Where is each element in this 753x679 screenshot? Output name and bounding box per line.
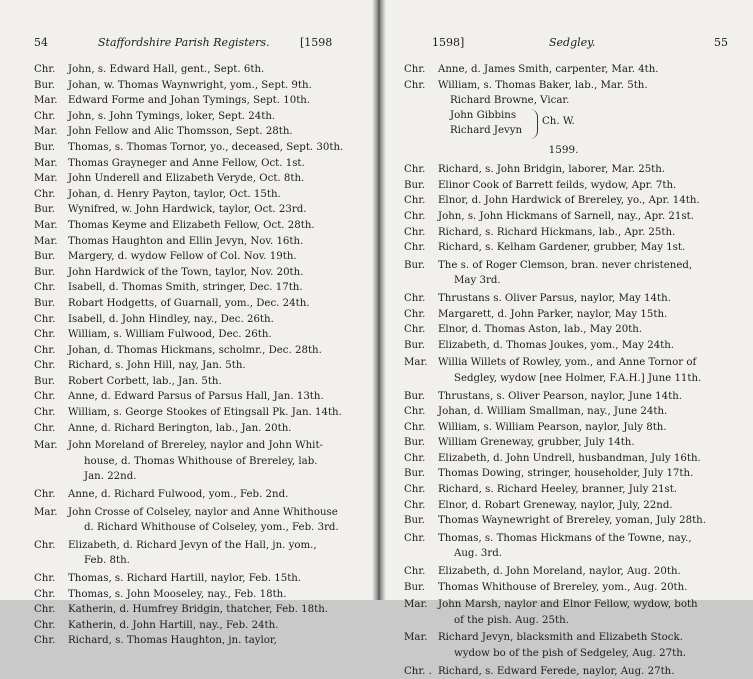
entry-line: John Moreland of Brereley, naylor and John Whit- (68, 440, 323, 452)
entry-text (438, 498, 734, 514)
register-entry (404, 240, 753, 256)
entry-line: May 3rd. (454, 275, 501, 287)
register-entry (34, 389, 378, 405)
register-entry (34, 124, 378, 140)
entry-text (438, 355, 734, 386)
entry-type: Chr. (404, 79, 426, 91)
entry-line: Willia Willets of Rowley, yom., and Anne Tornor of (438, 357, 697, 369)
left-page (0, 0, 378, 647)
entry-type: Chr. (34, 391, 56, 403)
year-heading: 1599. (548, 144, 579, 157)
register-entry (404, 482, 753, 498)
entry-text (68, 265, 364, 281)
entry-type: Chr. (404, 566, 426, 578)
entry-line: Johan, d. William Smallman, nay., June 24th. (438, 406, 668, 418)
register-entry (404, 404, 753, 420)
register-entry (404, 178, 753, 194)
entry-text (68, 602, 364, 618)
entry-text (68, 78, 364, 94)
entry-type: Chr. (34, 64, 56, 75)
register-entry (34, 538, 378, 569)
entry-line: William, s. George Stookes of Etingsall Pk. Jan. 14th. (68, 407, 342, 419)
entry-type: Chr. (34, 282, 56, 294)
entry-line: Johan, d. Thomas Hickmans, scholmr., Dec. 28th. (68, 344, 322, 356)
entry-line: Richard, s. Kelham Gardener, grubber, May 1st. (438, 242, 686, 254)
entry-text (68, 343, 364, 359)
entry-line: Thomas, s. Thomas Tornor, yo., deceased, Sept. 30th. (68, 141, 344, 153)
register-entry (34, 405, 378, 421)
register-entry (404, 389, 753, 405)
register-entry (34, 343, 378, 359)
entry-type: Chr. (404, 324, 426, 336)
entry-text (438, 62, 734, 78)
entry-type: Chr. (34, 188, 56, 200)
entry-line: Johan, d. Henry Payton, taylor, Oct. 15th. (68, 188, 281, 200)
register-entries-top (404, 62, 753, 93)
entry-type: Bur. (34, 251, 56, 263)
entry-type: Chr. (34, 619, 56, 631)
entry-line: Richard, s. Edward Ferede, naylor, Aug. 27th. (438, 665, 675, 677)
entry-line: wydow bo of the pish of Sedgeley, Aug. 27th. (454, 648, 687, 659)
entry-type: Chr. (34, 573, 56, 584)
entry-type: Chr. (404, 242, 426, 254)
entry-line: Isabell, d. John Hindley, nay., Dec. 26th. (68, 313, 274, 325)
signature-block (438, 93, 753, 140)
register-entry (404, 258, 753, 289)
register-entry (404, 291, 753, 307)
entry-text (68, 505, 364, 536)
right-running-head (404, 36, 753, 52)
register-entries (404, 162, 753, 679)
entry-type: Bur. (404, 515, 426, 527)
register-entry (34, 374, 378, 390)
entry-type: Bur. (404, 390, 426, 402)
entry-type: Chr. (404, 452, 426, 464)
entry-line: Anne, d. Richard Berington, lab., Jan. 20th. (68, 422, 292, 434)
book-gutter (372, 0, 386, 600)
running-title: Sedgley. (549, 36, 596, 49)
entry-line: Thomas, s. John Mooseley, nay., Feb. 18th. (68, 588, 287, 600)
entry-text (68, 234, 364, 250)
register-entries (34, 62, 378, 649)
entry-line: The s. of Roger Clemson, bran. never christened, (438, 259, 693, 271)
entry-type: Chr. (404, 195, 426, 207)
register-entry (34, 202, 378, 218)
entry-type: Chr. (404, 226, 426, 238)
register-entry (34, 421, 378, 437)
entry-line: Katherin, d. John Hartill, nay., Feb. 24th. (68, 619, 279, 631)
year-marker: [1598 (300, 36, 333, 49)
entry-type: Mar. (34, 506, 58, 518)
entry-line: Robert Corbett, lab., Jan. 5th. (68, 375, 222, 387)
entry-line: Anne, d. Edward Parsus of Parsus Hall, Jan. 13th. (68, 391, 324, 403)
entry-text (68, 62, 364, 78)
entry-type: Chr. (34, 329, 56, 341)
entry-text (438, 162, 734, 178)
entry-type: Bur. (404, 179, 426, 191)
entry-line: Richard, s. John Bridgin, laborer, Mar. 25th. (438, 164, 666, 176)
entry-type: Chr. (404, 64, 426, 75)
entry-type: Chr. (404, 292, 426, 304)
register-entry (34, 571, 378, 587)
entry-text (438, 664, 734, 679)
entry-text (68, 438, 364, 485)
entry-type: Mar. (34, 126, 58, 138)
register-entry (34, 218, 378, 234)
entry-line: John Marsh, naylor and Elnor Fellow, wydow, both (438, 599, 698, 611)
entry-line: Thomas Keyme and Elizabeth Fellow, Oct. 28th. (68, 219, 315, 231)
entry-text (68, 280, 364, 296)
register-entry (404, 531, 753, 562)
entry-type: Mar. (34, 157, 58, 169)
entry-text (68, 487, 364, 503)
entry-type: Bur. (404, 437, 426, 449)
entry-text (438, 258, 734, 289)
page-number: 55 (714, 36, 728, 49)
register-entry (34, 618, 378, 634)
register-entry (404, 338, 753, 354)
register-entry (404, 62, 753, 78)
churchwarden-signature: Richard Jevyn (450, 125, 523, 137)
entry-text (68, 538, 364, 569)
entry-text (438, 513, 734, 529)
entry-line: William, s. William Pearson, naylor, July 8th. (438, 421, 667, 433)
register-entry (34, 358, 378, 374)
register-entry (404, 564, 753, 580)
entry-line: John Fellow and Alic Thomsson, Sept. 28th. (68, 126, 293, 138)
entry-line: Elizabeth, d. John Undrell, husbandman, July 16th. (438, 452, 701, 464)
entry-text (438, 630, 734, 661)
entry-text (438, 580, 734, 596)
entry-type: Bur. (404, 468, 426, 480)
entry-type: Bur. (34, 141, 56, 153)
left-running-head (34, 36, 378, 52)
entry-line: Edward Forme and Johan Tymings, Sept. 10th. (68, 95, 311, 107)
entry-line: Elnor, d. Robart Greneway, naylor, July, 22nd. (438, 499, 673, 511)
running-title: Staffordshire Parish Registers. (98, 36, 270, 49)
register-entry (34, 78, 378, 94)
entry-type: Mar. (34, 219, 58, 231)
entry-line: d. Richard Whithouse of Colseley, yom., Feb. 3rd. (84, 522, 339, 534)
entry-line: Thrustans s. Oliver Parsus, naylor, May 14th. (438, 292, 671, 304)
entry-type: Chr. (404, 210, 426, 222)
entry-line: Thrustans, s. Oliver Pearson, naylor, June 14th. (438, 390, 683, 402)
entry-text (438, 435, 734, 451)
churchwarden-signature: John Gibbins (450, 110, 517, 122)
entry-text (438, 531, 734, 562)
entry-text (438, 307, 734, 323)
register-entry (404, 322, 753, 338)
right-page (380, 0, 753, 677)
entry-line: John, s. Edward Hall, gent., Sept. 6th. (68, 64, 265, 75)
entry-text (68, 374, 364, 390)
entry-type: Bur. (34, 375, 56, 387)
page-number: 54 (34, 36, 48, 49)
entry-text (438, 564, 734, 580)
entry-line: Anne, d. Richard Fulwood, yom., Feb. 2nd. (68, 489, 289, 501)
register-entry (34, 140, 378, 156)
entry-type: Chr. (34, 489, 56, 501)
entry-text (68, 633, 364, 649)
entry-text (68, 218, 364, 234)
entry-type: Chr. (404, 308, 426, 320)
entry-line: Isabell, d. Thomas Smith, stringer, Dec. 17th. (68, 282, 303, 294)
brace-icon (530, 109, 538, 139)
entry-type: Chr. (404, 164, 426, 176)
register-entry (404, 466, 753, 482)
entry-line: Wynifred, w. John Hardwick, taylor, Oct. 23rd. (68, 204, 307, 216)
entry-text (438, 193, 734, 209)
entry-text (68, 312, 364, 328)
entry-line: John Crosse of Colseley, naylor and Anne Whithouse (68, 506, 338, 518)
entry-text (68, 140, 364, 156)
entry-type: Mar. (404, 632, 428, 644)
entry-line: Aug. 3rd. (454, 548, 503, 560)
entry-text (438, 291, 734, 307)
entry-text (68, 389, 364, 405)
entry-type: Mar. (404, 357, 428, 369)
entry-line: Elizabeth, d. Thomas Joukes, yom., May 24th. (438, 339, 675, 351)
entry-text (68, 587, 364, 603)
register-entry (34, 93, 378, 109)
register-entry (34, 265, 378, 281)
entry-line: Elnor, d. John Hardwick of Brereley, yo., Apr. 14th. (438, 195, 700, 207)
register-entry (34, 187, 378, 203)
register-entry (404, 355, 753, 386)
entry-text (68, 93, 364, 109)
entry-type: Chr. (34, 422, 56, 434)
register-entry (404, 78, 753, 94)
entry-line: Margery, d. wydow Fellow of Col. Nov. 19th. (68, 251, 297, 263)
entry-line: William, s. Thomas Baker, lab., Mar. 5th. (438, 79, 648, 91)
entry-text (438, 338, 734, 354)
register-entry (34, 587, 378, 603)
entry-type: Chr. (404, 532, 426, 544)
entry-line: Thomas, s. Richard Hartill, naylor, Feb. 15th. (68, 573, 302, 584)
entry-type: Chr. (404, 499, 426, 511)
entry-type: Bur. (34, 297, 56, 309)
register-entry (34, 109, 378, 125)
entry-text (68, 109, 364, 125)
entry-text (438, 482, 734, 498)
entry-text (438, 451, 734, 467)
register-entry (404, 209, 753, 225)
entry-text (68, 618, 364, 634)
entry-text (438, 209, 734, 225)
entry-text (68, 202, 364, 218)
entry-text (68, 187, 364, 203)
register-entry (34, 280, 378, 296)
entry-type: Chr. (34, 313, 56, 325)
entry-text (68, 156, 364, 172)
register-entry (404, 435, 753, 451)
entry-line: of the pish. Aug. 25th. (454, 614, 569, 626)
entry-type: Chr. (404, 421, 426, 433)
entry-type: Mar. (34, 173, 58, 185)
entry-line: Anne, d. James Smith, carpenter, Mar. 4th. (438, 64, 659, 75)
entry-line: Richard, s. Thomas Haughton, jn. taylor, (68, 635, 277, 647)
entry-type: Bur. (404, 339, 426, 351)
entry-type: Chr. (34, 604, 56, 616)
entry-text (68, 571, 364, 587)
entry-type: Bur. (34, 204, 56, 216)
register-entry (404, 580, 753, 596)
entry-type: Mar. (34, 440, 58, 452)
entry-type: Mar. (34, 95, 58, 107)
register-entry (34, 505, 378, 536)
entry-line: Thomas Haughton and Ellin Jevyn, Nov. 16th. (68, 235, 304, 247)
entry-type: Chr. (34, 344, 56, 356)
register-entry (404, 597, 753, 628)
entry-line: Thomas Grayneger and Anne Fellow, Oct. 1st. (68, 157, 305, 169)
entry-line: John Hardwick of the Town, taylor, Nov. 20th. (68, 266, 304, 278)
entry-type: Chr. (34, 635, 56, 647)
entry-line: Elizabeth, d. Richard Jevyn of the Hall, jn. yom., (68, 539, 317, 551)
register-entry (404, 498, 753, 514)
register-entry (34, 327, 378, 343)
entry-type: Bur. (34, 79, 56, 91)
entry-type: Chr. (404, 406, 426, 418)
register-entry (34, 249, 378, 265)
entry-line: Johan, w. Thomas Waynwright, yom., Sept. 9th. (68, 79, 312, 91)
entry-text (438, 389, 734, 405)
entry-text (438, 240, 734, 256)
register-entry (404, 162, 753, 178)
register-entry (34, 487, 378, 503)
entry-type: Chr. . (404, 665, 432, 677)
entry-type: Chr. (34, 539, 56, 551)
entry-text (438, 225, 734, 241)
entry-text (68, 405, 364, 421)
entry-text (438, 466, 734, 482)
register-entry (34, 438, 378, 485)
entry-text (438, 78, 734, 94)
register-entry (404, 225, 753, 241)
register-entry (34, 234, 378, 250)
entry-line: house, d. Thomas Whithouse of Brereley, lab. (84, 455, 318, 467)
entry-text (68, 171, 364, 187)
entry-line: Sedgley, wydow [nee Holmer, F.A.H.] June 11th. (454, 372, 702, 384)
entry-type: Chr. (34, 360, 56, 372)
register-entry (404, 513, 753, 529)
entry-line: John, s. John Tymings, loker, Sept. 24th. (68, 110, 276, 122)
entry-type: Chr. (34, 588, 56, 600)
entry-text (68, 249, 364, 265)
register-entry (34, 296, 378, 312)
churchwardens-label: Ch. W. (542, 116, 575, 128)
entry-line: Margarett, d. John Parker, naylor, May 15th. (438, 308, 668, 320)
entry-line: Katherin, d. Humfrey Bridgin, thatcher, Feb. 18th. (68, 604, 328, 616)
entry-line: John, s. John Hickmans of Sarnell, nay., Apr. 21st. (438, 210, 694, 222)
entry-text (438, 322, 734, 338)
entry-line: Thomas Waynewright of Brereley, yoman, July 28th. (438, 515, 706, 527)
entry-text (68, 358, 364, 374)
entry-line: John Underell and Elizabeth Veryde, Oct. 8th. (68, 173, 305, 185)
entry-type: Chr. (34, 407, 56, 419)
register-entry (34, 312, 378, 328)
register-entry (34, 62, 378, 78)
entry-line: Feb. 8th. (84, 555, 130, 567)
entry-text (438, 420, 734, 436)
entry-type: Chr. (34, 110, 56, 122)
entry-line: Thomas Dowing, stringer, householder, July 17th. (438, 468, 694, 480)
entry-text (68, 327, 364, 343)
entry-type: Chr. (404, 484, 426, 496)
entry-text (438, 597, 734, 628)
entry-line: Richard, s. John Hill, nay, Jan. 5th. (68, 360, 246, 372)
entry-line: Elinor Cook of Barrett feilds, wydow, Apr. 7th. (438, 179, 677, 191)
entry-type: Bur. (34, 266, 56, 278)
entry-line: Elnor, d. Thomas Aston, lab., May 20th. (438, 324, 643, 336)
entry-type: Bur. (404, 581, 426, 593)
register-entry (404, 307, 753, 323)
register-entry (34, 156, 378, 172)
entry-line: Thomas, s. Thomas Hickmans of the Towne, nay., (438, 532, 692, 544)
entry-type: Mar. (34, 235, 58, 247)
entry-type: Bur. (404, 259, 426, 271)
entry-line: Robart Hodgetts, of Guarnall, yom., Dec. 24th. (68, 297, 310, 309)
entry-text (438, 178, 734, 194)
register-entry (34, 633, 378, 649)
entry-line: Jan. 22nd. (84, 471, 137, 483)
entry-text (68, 421, 364, 437)
entry-line: Richard, s. Richard Heeley, branner, July 21st. (438, 484, 678, 496)
vicar-signature: Richard Browne, Vicar. (450, 95, 570, 107)
register-entry (404, 630, 753, 661)
year-marker: 1598] (432, 36, 465, 49)
entry-line: Thomas Whithouse of Brereley, yom., Aug. 20th. (438, 581, 688, 593)
entry-line: William Greneway, grubber, July 14th. (438, 437, 635, 449)
entry-type: Mar. (404, 599, 428, 611)
register-entry (404, 664, 753, 679)
entry-line: William, s. William Fulwood, Dec. 26th. (68, 329, 272, 341)
entry-text (438, 404, 734, 420)
entry-text (68, 296, 364, 312)
register-entry (404, 420, 753, 436)
entry-text (68, 124, 364, 140)
entry-line: Elizabeth, d. John Moreland, naylor, Aug. 20th. (438, 566, 681, 578)
entry-line: Richard Jevyn, blacksmith and Elizabeth Stock. (438, 632, 683, 644)
register-entry (34, 602, 378, 618)
entry-line: Richard, s. Richard Hickmans, lab., Apr. 25th. (438, 226, 676, 238)
register-entry (404, 193, 753, 209)
register-entry (34, 171, 378, 187)
register-entry (404, 451, 753, 467)
